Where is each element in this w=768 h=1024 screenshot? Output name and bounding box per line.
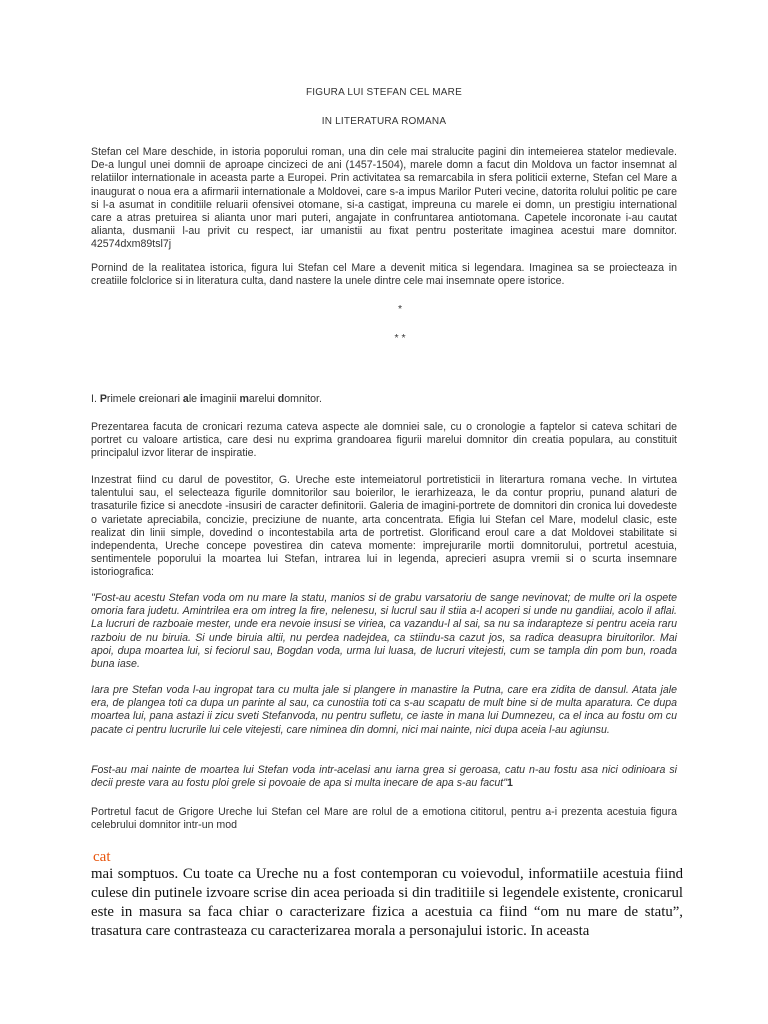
- heading-initial: i: [200, 393, 203, 405]
- continuation-paragraph: mai somptuos. Cu toate ca Ureche nu a fost contemporan cu voievodul, informatiile acestuia fiind culese din putinele izvoare scrise din acea perioada si din traditiile si legendele existente, cronicarul este in masura sa faca chiar o caracterizare fizica a acestuia ca fiind “om nu mare de statu”, trasatura care contrasteaza cu caracterizarea morala a personajului istoric. In aceasta: [91, 866, 683, 939]
- second-paragraph: Pornind de la realitatea istorica, figura lui Stefan cel Mare a devenit mitica si legendara. Imaginea sa se proiecteaza in creatiile folclorice si in literatura culta, dand nastere la unele dintre cele mai insemnate opere istorice.: [91, 262, 677, 288]
- heading-initial: c: [138, 393, 145, 405]
- portrait-paragraph: Portretul facut de Grigore Ureche lui Stefan cel Mare are rolul de a emotiona cititorul, pentru a-i prezenta acestuia figura celebrului domnitor intr-un mod: [91, 806, 677, 832]
- chronicle-quote-2: Iara pre Stefan voda l-au ingropat tara cu multa jale si plangere in manastire la Putna, care era zidita de dansul. Atata jale era, de plangea toti ca dupa un parinte al sau, ca cunostiia toti ca s-au scapatu de mult bine si de multa aparatura. Ce dupa moartea lui, pana astazi ii zicu sveti Stefanvoda, nu pentru sufletu, ce iaste in mana lui Dumnezeu, ca el inca au fostu om cu pacate ci pentru lucrurile lui cele vitejesti, care niminea din domni, nici mai nainte, nici dupa aceia l-au agiunsu.: [91, 684, 677, 736]
- separator-double-star: * *: [394, 332, 406, 344]
- heading-fragment: reionari: [144, 393, 183, 405]
- separator-single-star: *: [397, 303, 403, 315]
- heading-fragment: le: [188, 393, 201, 405]
- chronicle-quote-3-text: Fost-au mai nainte de moartea lui Stefan voda intr-acelasi anu iarna grea si geroasa, catu n-au fostu asa nici odinioara si decii preste vara au fostu ploi grele si povoaie de apa si multa inecare de apa s-au facut": [91, 764, 677, 790]
- chronicles-paragraph: Prezentarea facuta de cronicari rezuma cateva aspecte ale domniei sale, cu o cronologie a faptelor si cateva schitari de portret cu valoare artistica, care desi nu exprima grandoarea figurii marelui domnitor din creatia populara, au constituit principalul izvor literar de inspiratie.: [91, 421, 677, 460]
- heading-initial: P: [99, 393, 107, 405]
- cat-link[interactable]: cat: [93, 849, 111, 865]
- heading-initial: m: [239, 393, 249, 405]
- footnote-marker: 1: [507, 777, 513, 790]
- chronicle-quote-3: [91, 764, 677, 790]
- heading-fragment: rimele: [106, 393, 139, 405]
- document-subtitle: IN LITERATURA ROMANA: [321, 116, 447, 127]
- intro-paragraph: Stefan cel Mare deschide, in istoria poporului roman, una din cele mai stralucite pagini din intemeierea statelor medievale. De-a lungul unei domnii de aproape cincizeci de ani (1457-1504), marele domn a facut din Moldova un factor insemnat al relatiilor internationale in aceasta parte a Europei. Prin activitatea sa remarcabila in sfera politicii externe, Stefan cel Mare a inaugurat o noua era a afirmarii internationale a Moldovei, care s-a impus Marilor Puteri vecine, datorita rolului politic pe care si l-a asumat in conditiile reluarii ofensivei otomane, si-a castigat, impreuna cu marele ei domn, un prestigiu international care a atras pretuirea si alianta unor mari puteri, angajate in confruntarea antiotomana. Capetele incoronate i-au cautat alianta, dusmanii l-au privit cu respect, iar umanistii au fixat pentru posteritate imaginea acestui mare domnitor. 42574dxm89tsl7j: [91, 146, 677, 251]
- heading-fragment: maginii: [202, 393, 240, 405]
- document-title: FIGURA LUI STEFAN CEL MARE: [306, 87, 462, 98]
- heading-initial: a: [182, 393, 189, 405]
- chronicle-quote-1: "Fost-au acestu Stefan voda om nu mare la statu, manios si de grabu varsatoriu de sange nevinovat; de multe ori la ospete omoria fara judetu. Amintrilea era om intreg la fire, nelenesu, si lucrul sau il stiia a-l acoperi si unde nu gandiiai, acolo il aflai. La lucruri de razboaie mester, unde era nevoie insusi se viriea, ca vazandu-l al sai, sa nu sa indarapteze si pentru aceia raru razboiu de nu biruia. Si unde biruia altii, nu perdea nadejdea, ca stiindu-sa cazut jos, sa radica deasupra biruitorilor. Mai apoi, dupa moartea lui, si feciorul sau, Bogdan voda, urma lui luasa, de lucruri vitejesti, cum se tampla din pom bun, roada buna iase.: [91, 592, 677, 671]
- ureche-paragraph: Inzestrat fiind cu darul de povestitor, G. Ureche este intemeiatorul portretisticii in literartura romana veche. In virtutea talentului sau, el selecteaza figurile domnitorilor sau boierilor, le ierarhizeaza, le da contur propriu, punand alaturi de trasaturile fizice si anecdote -insusiri de caracter definitorii. Galeria de imagini-portrete de domnitori din cronica lui dovedeste o varietate apreciabila, concizie, preciziune de nuante, arta concentrata. Efigia lui Stefan cel Mare, modelul clasic, este realizat din linii simple, dovedind o incontestabila arta de portretist. Glorificand eroul care a dat Moldovei stabilitate si independenta, Ureche concepe povestirea din cateva momente: imprejurarile mortii domnitorului, portretul acestuia, sentimentele poporului la moartea lui Stefan, intrarea lui in legenda, aprecieri asupra vremii si o scurta insemnare istoriografica:: [91, 474, 677, 579]
- section-heading: [91, 393, 322, 405]
- heading-initial: d: [277, 393, 285, 405]
- section-number: I.: [91, 393, 100, 405]
- heading-fragment: omnitor.: [284, 393, 322, 405]
- heading-fragment: arelui: [248, 393, 278, 405]
